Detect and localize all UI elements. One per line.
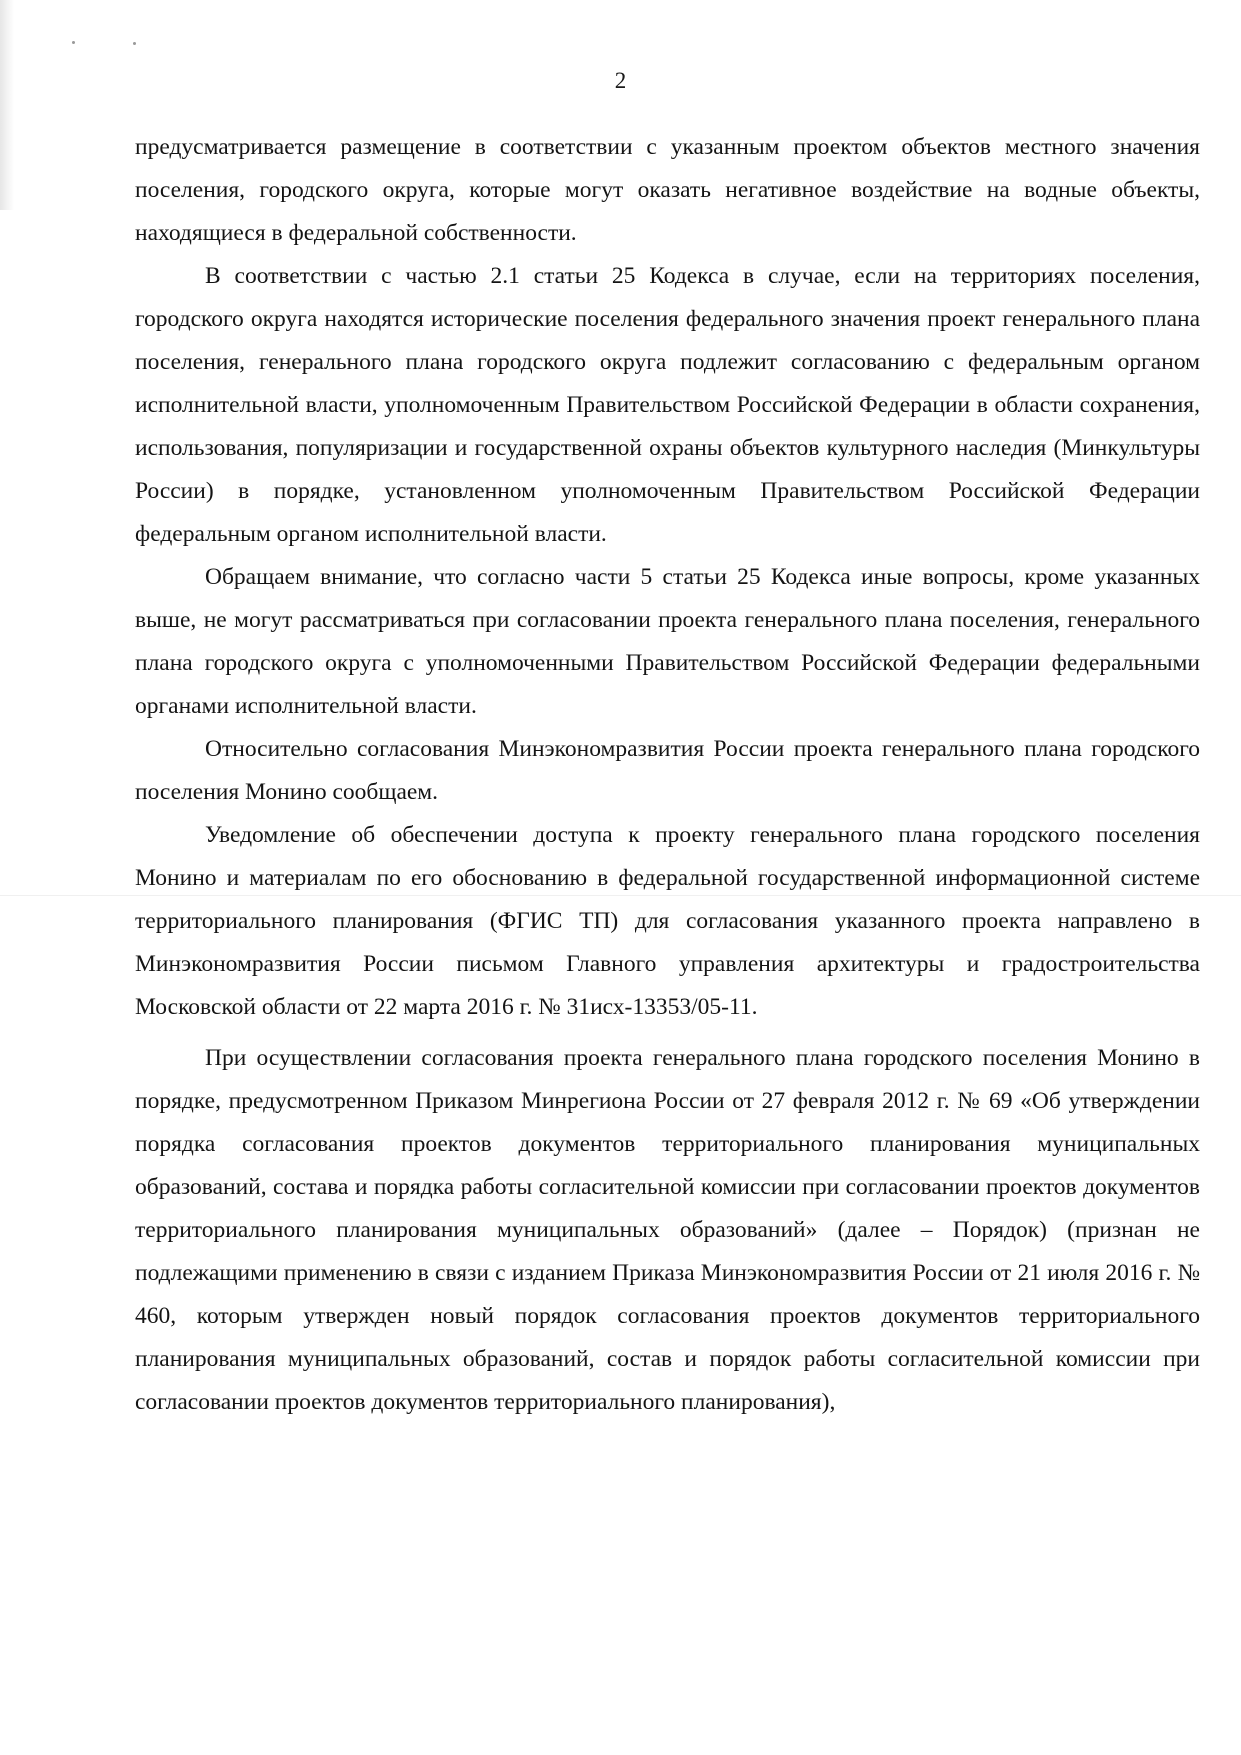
- scan-edge-shadow: [0, 0, 14, 210]
- paragraph-regarding-approval: Относительно согласования Минэкономразвития России проекта генерального плана городского поселения Монино сообщаем.: [135, 736, 1200, 805]
- paragraph-continuation: предусматривается размещение в соответствии с указанным проектом объектов местного значения поселения, городского округа, которые могут оказать негативное воздействие на водные объекты, находящиеся в федеральной собственности.: [135, 134, 1200, 246]
- page-number: 2: [614, 68, 627, 93]
- document-body: [135, 126, 1200, 1424]
- paragraph-notification: Уведомление об обеспечении доступа к проекту генерального плана городского поселения Монино и материалам по его обоснованию в федеральной государственной информационной системе территориального планирования (ФГИС ТП) для согласования указанного проекта направлено в Минэкономразвития России письмом Главного управления архитектуры и градостроительства Московской области от 22 марта 2016 г. № 31исх-13353/05-11.: [135, 822, 1200, 1020]
- scan-speck: [72, 41, 75, 44]
- paragraph-minkultury: В соответствии с частью 2.1 статьи 25 Кодекса в случае, если на территориях поселения, городского округа находятся исторические поселения федерального значения проект генерального плана поселения, генерального плана городского округа подлежит согласованию с федеральным органом исполнительной власти, уполномоченным Правительством Российской Федерации в области сохранения, использования, популяризации и государственной охраны объектов культурного наследия (Минкультуры России) в порядке, установленном уполномоченным Правительством Российской Федерации федеральным органом исполнительной власти.: [135, 263, 1200, 547]
- paragraph-procedure: При осуществлении согласования проекта генерального плана городского поселения Монино в порядке, предусмотренном Приказом Минрегиона России от 27 февраля 2012 г. № 69 «Об утверждении порядка согласования проектов документов территориального планирования муниципальных образований, состава и порядка работы согласительной комиссии при согласовании проектов документов территориального планирования муниципальных образований» (далее – Порядок) (признан не подлежащими применению в связи с изданием Приказа Минэкономразвития России от 21 июля 2016 г. № 460, которым утвержден новый порядок согласования проектов документов территориального планирования муниципальных образований, состав и порядок работы согласительной комиссии при согласовании проектов документов территориального планирования),: [135, 1045, 1200, 1415]
- paragraph-attention: Обращаем внимание, что согласно части 5 статьи 25 Кодекса иные вопросы, кроме указанных выше, не могут рассматриваться при согласовании проекта генерального плана поселения, генерального плана городского округа с уполномоченными Правительством Российской Федерации федеральными органами исполнительной власти.: [135, 564, 1200, 719]
- scan-speck: [133, 42, 136, 45]
